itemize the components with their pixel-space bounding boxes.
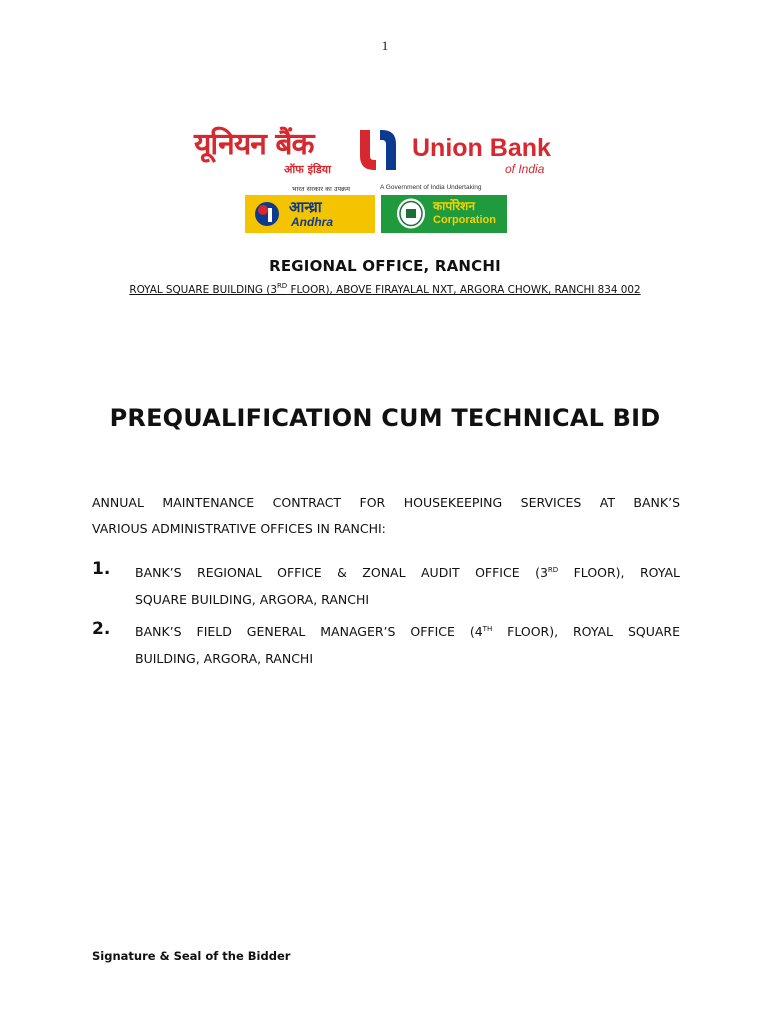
logo-tagline-english: A Government of India Undertaking <box>380 184 482 191</box>
logo-english-name: Union Bank <box>412 134 551 162</box>
list-item-line-1 <box>135 559 680 586</box>
address-sup: RD <box>276 282 288 290</box>
list-item-line-2: SQUARE BUILDING, ARGORA, RANCHI <box>135 592 370 607</box>
union-bank-emblem-icon <box>350 124 406 176</box>
list-item-line-1 <box>135 618 680 645</box>
logo-hindi-name: यूनियन बैंक <box>194 127 314 162</box>
logo-hindi-sub: ऑफ इंडिया <box>284 163 331 176</box>
list-item-sup: RD <box>547 566 559 574</box>
list-item-post: FLOOR), ROYAL <box>558 565 680 580</box>
corporation-hindi: कार्पोरेशन <box>433 199 475 213</box>
andhra-emblem-icon <box>253 200 281 228</box>
list-item-number: 2. <box>92 619 111 639</box>
office-address <box>0 284 770 296</box>
logo-english-sub: of India <box>505 162 545 176</box>
andhra-logo <box>245 195 375 233</box>
intro-line-2: VARIOUS ADMINISTRATIVE OFFICES IN RANCHI: <box>92 521 386 536</box>
page-number: 1 <box>381 38 389 53</box>
list-item-pre: BANK’S REGIONAL OFFICE & ZONAL AUDIT OFFICE (3 <box>135 565 548 580</box>
union-bank-logo <box>150 110 605 255</box>
office-title: REGIONAL OFFICE, RANCHI <box>269 257 501 275</box>
list-item-post: FLOOR), ROYAL SQUARE <box>492 624 680 639</box>
signature-footer: Signature & Seal of the Bidder <box>92 949 291 963</box>
andhra-english: Andhra <box>291 215 333 229</box>
list-item-sup: TH <box>482 625 493 633</box>
list-item-line-2: BUILDING, ARGORA, RANCHI <box>135 651 314 666</box>
corporation-logo <box>381 195 507 233</box>
address-text-pre: ROYAL SQUARE BUILDING (3 <box>129 284 277 296</box>
corporation-seal-icon <box>395 197 427 230</box>
intro-paragraph <box>92 490 680 542</box>
document-title: PREQUALIFICATION CUM TECHNICAL BID <box>109 404 661 432</box>
andhra-hindi: आन्ध्रा <box>289 198 322 216</box>
corporation-english: Corporation <box>433 214 496 226</box>
intro-line-1: ANNUAL MAINTENANCE CONTRACT FOR HOUSEKEEPING SERVICES AT BANK’S <box>92 495 680 510</box>
list-item-text <box>135 618 680 672</box>
list-item-text <box>135 559 680 613</box>
list-item-pre: BANK’S FIELD GENERAL MANAGER’S OFFICE (4 <box>135 624 483 639</box>
logo-tagline-hindi: भारत सरकार का उपक्रम <box>292 185 351 193</box>
address-text-post: FLOOR), ABOVE FIRAYALAL NXT, ARGORA CHOWK, RANCHI 834 002 <box>287 284 641 296</box>
list-item-number: 1. <box>92 559 111 579</box>
